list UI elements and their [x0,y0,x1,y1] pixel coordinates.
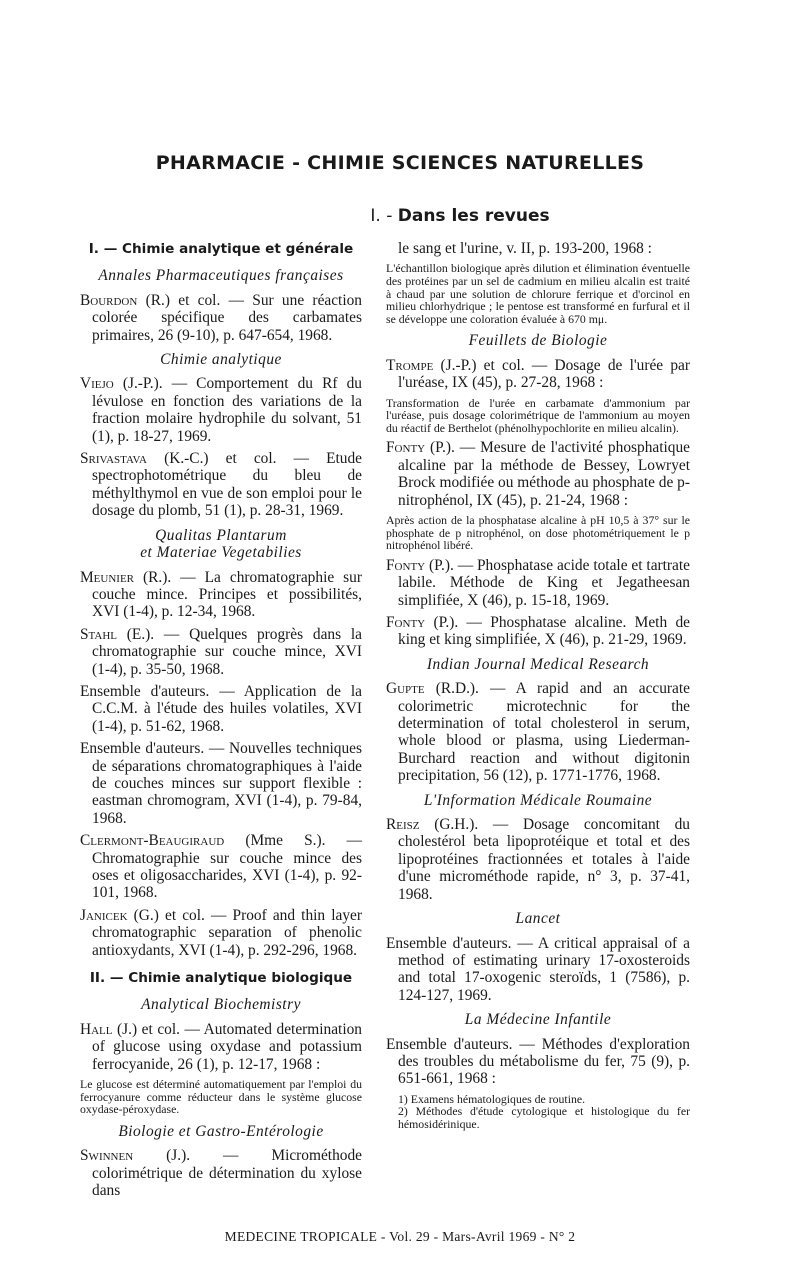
reference-entry: Clermont-Beaugiraud (Mme S.). — Chromatographie sur couche mince des oses et oligosaccharides, XVI (1-4), p. 92-101, 1968. [80,832,362,902]
abstract-note: 1) Examens hématologiques de routine. [398,1091,586,1106]
abstract-note: Après action de la phosphatase alcaline à pH 10,5 à 37° sur le phosphate de p nitrophénol, on dose photométriquement le p nitrophénol libéré. [386,513,690,553]
subsection-heading: I. — Chimie analytique et générale [88,241,354,257]
page-footer: MEDECINE TROPICALE - Vol. 29 - Mars-Avril 1969 - N° 2 [224,1229,576,1244]
reference-entry: Ensemble d'auteurs. — Méthodes d'exploration des troubles du métabolisme du fer, 75 (9), p. 651-661, 1968 : [386,1035,690,1088]
abstract-note: Le glucose est déterminé automatiquement par l'emploi du ferrocyanure comme réducteur dans le système glucose oxydase-péroxydase. [80,1077,362,1117]
journal-name: Qualitas Plantarum [155,526,287,544]
reference-entry: Reisz (G.H.). — Dosage concomitant du cholestérol beta lipoprotéique et total et des lipoprotéines fractionnées et totales à l'aide d'une microméthode rapide, n° 3, p. 37-41, 1968. [386,816,690,903]
section-label: Dans les revues [397,206,550,226]
reference-entry: Swinnen (J.). — Microméthode colorimétrique de détermination du xylose dans [80,1147,362,1200]
reference-entry: Ensemble d'auteurs. — Nouvelles techniques de séparations chromatographiques à l'aide de couches minces sur support flexible : eastman chromogram, XVI (1-4), p. 79-84, 1968. [80,740,362,827]
reference-entry: Trompe (J.-P.) et col. — Dosage de l'urée par l'uréase, IX (45), p. 27-28, 1968 : [386,356,690,392]
section-heading [200,206,720,226]
reference-entry: Ensemble d'auteurs. — Application de la C.C.M. à l'étude des huiles volatiles, XVI (1-4), p. 51-62, 1968. [80,682,362,735]
page-title: PHARMACIE - CHIMIE SCIENCES NATURELLES [155,152,645,174]
journal-name: Biologie et Gastro-Entérologie [118,1122,324,1140]
journal-name: Feuillets de Biologie [468,332,608,350]
reference-entry: Viejo (J.-P.). — Comportement du Rf du lévulose en fonction des variations de la fraction molaire hydrophile du solvant, 51 (1), p. 18-27, 1969. [80,375,362,445]
reference-entry: Fonty (P.). — Phosphatase alcaline. Meth de king et king simplifiée, X (46), p. 21-29, 1969. [386,614,690,649]
journal-name: La Médecine Infantile [464,1011,612,1029]
journal-name: L'Information Médicale Roumaine [423,791,653,809]
reference-entry: Janicek (G.) et col. — Proof and thin layer chromatographic separation of phenolic antioxydants, XVI (1-4), p. 292-296, 1968. [80,906,362,959]
reference-entry: Srivastava (K.-C.) et col. — Etude spectrophotométrique du bleu de méthylthymol en vue de son emploi pour le dosage du plomb, 51 (1), p. 28-31, 1969. [80,450,362,520]
journal-name: Annales Pharmaceutiques françaises [98,267,344,285]
reference-entry: Meunier (R.). — La chromatographie sur couche mince. Principes et possibilités, XVI (1-4), p. 12-34, 1968. [80,568,362,621]
section-number: I. - [370,206,393,226]
reference-entry: Bourdon (R.) et col. — Sur une réaction colorée spécifique des carbamates primaires, 26 (9-10), p. 647-654, 1968. [80,291,362,344]
reference-continuation: le sang et l'urine, v. II, p. 193-200, 1968 : [398,240,652,257]
journal-name: et Materiae Vegetabilies [140,544,302,562]
abstract-note: 2) Méthodes d'étude cytologique et histologique du fer hémosidérinique. [398,1104,690,1131]
journal-name: Lancet [515,910,561,928]
journal-name: Analytical Biochemistry [141,996,301,1014]
right-column [386,240,690,1131]
left-column [80,240,362,1204]
reference-entry: Ensemble d'auteurs. — A critical appraisal of a method of estimating urinary 17-oxosteroids and total 17-oxogenic steroïds, 1 (7586), p. 124-127, 1969. [386,934,690,1004]
abstract-note: Transformation de l'urée en carbamate d'ammonium par l'uréase, puis dosage colorimétrique de l'ammonium au moyen du réactif de Berthelot (phénolhypochlorite en milieu alcalin). [386,395,690,435]
journal-name: Indian Journal Medical Research [426,655,650,673]
reference-entry: Stahl (E.). — Quelques progrès dans la chromatographie sur couche mince, XVI (1-4), p. 35-50, 1968. [80,625,362,678]
reference-entry: Hall (J.) et col. — Automated determination of glucose using oxydase and potassium ferrocyanide, 26 (1), p. 12-17, 1968 : [80,1020,362,1073]
reference-entry: Fonty (P.). — Mesure de l'activité phosphatique alcaline par la méthode de Bessey, Lowryet Brock modifiée ou méthode au phosphate de p-nitrophénol, IX (45), p. 21-24, 1968 : [386,439,690,509]
reference-entry: Gupte (R.D.). — A rapid and an accurate colorimetric microtechnic for the determination of total cholesterol in serum, whole blood or plasma, using Liederman-Burchard reaction and without digitonin precipitation, 56 (12), p. 1771-1776, 1968. [386,680,690,785]
subsection-heading: II. — Chimie analytique biologique [89,970,353,987]
journal-name: Chimie analytique [160,351,282,369]
abstract-note: L'échantillon biologique après dilution et élimination éventuelle des protéines par un sel de cadmium en milieu alcalin est traité à chaud par une solution de chlorure ferrique et d'orcinol en milieu chlorhydrique ; le pentose est transformé en furfural et il se développe une coloration évaluée à 670 mμ. [386,261,690,326]
reference-entry: Fonty (P.). — Phosphatase acide totale et tartrate labile. Méthode de King et Jegatheesan simplifiée, X (46), p. 15-18, 1969. [386,556,690,609]
